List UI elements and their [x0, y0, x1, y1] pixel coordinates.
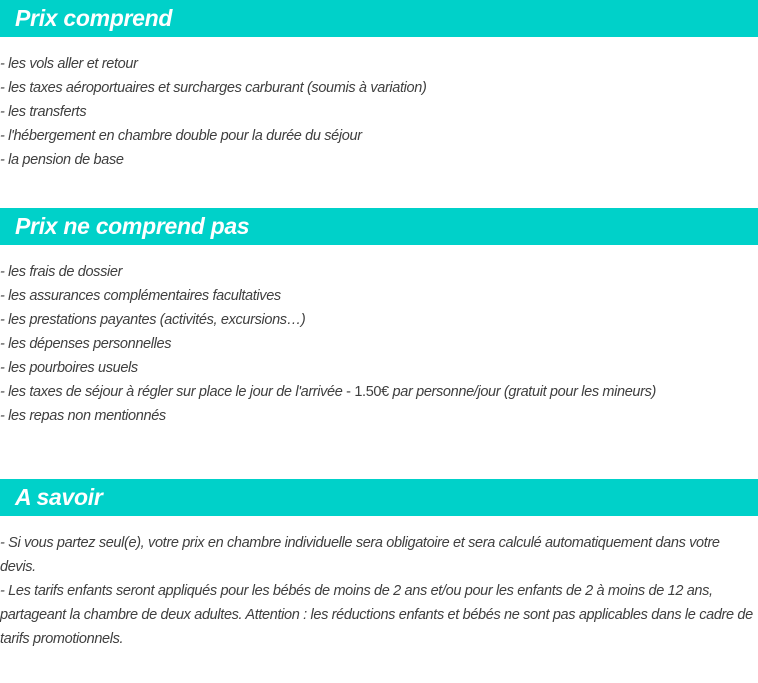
good-to-know-body: [0, 516, 758, 651]
list-item-tourist-tax: [0, 380, 758, 404]
list-item: - la pension de base: [0, 152, 124, 168]
section-title: Prix comprend: [15, 5, 173, 31]
section-good-to-know: [0, 479, 758, 651]
section-price-includes: [0, 0, 758, 208]
excludes-list: [0, 245, 758, 479]
tourist-tax-text: - les taxes de séjour à régler sur place le jour de l'arrivée: [0, 384, 343, 400]
list-item: - les pourboires usuels: [0, 360, 138, 376]
section-title: A savoir: [15, 484, 103, 510]
list-item: - les vols aller et retour: [0, 56, 138, 72]
list-item: - les dépenses personnelles: [0, 336, 172, 352]
info-paragraph-single-traveler: - Si vous partez seul(e), votre prix en chambre individuelle sera obligatoire et sera calculé automatiquement dans votre devis.: [0, 535, 720, 575]
list-item: - l'hébergement en chambre double pour la durée du séjour: [0, 128, 362, 144]
tourist-tax-amount: - 1.50€: [342, 384, 389, 400]
section-header-good-to-know: [0, 479, 758, 516]
info-paragraph-child-rates: - Les tarifs enfants seront appliqués pour les bébés de moins de 2 ans et/ou pour les enfants de 2 à moins de 12 ans, partageant la chambre de deux adultes. Attention : les réductions enfants et bébés ne sont pas applicables dans le cadre de tarifs promotionnels.: [0, 583, 753, 647]
list-item: - les repas non mentionnés: [0, 408, 166, 424]
includes-list: [0, 37, 758, 208]
section-header-price-excludes: [0, 208, 758, 245]
list-item: - les prestations payantes (activités, excursions…): [0, 312, 306, 328]
list-item: - les frais de dossier: [0, 264, 123, 280]
list-item: - les transferts: [0, 104, 87, 120]
list-item: - les assurances complémentaires facultatives: [0, 288, 281, 304]
section-title: Prix ne comprend pas: [15, 213, 250, 239]
section-header-price-includes: [0, 0, 758, 37]
tourist-tax-detail: par personne/jour (gratuit pour les mineurs): [388, 384, 656, 400]
list-item: - les taxes aéroportuaires et surcharges carburant (soumis à variation): [0, 80, 427, 96]
section-price-excludes: [0, 208, 758, 479]
